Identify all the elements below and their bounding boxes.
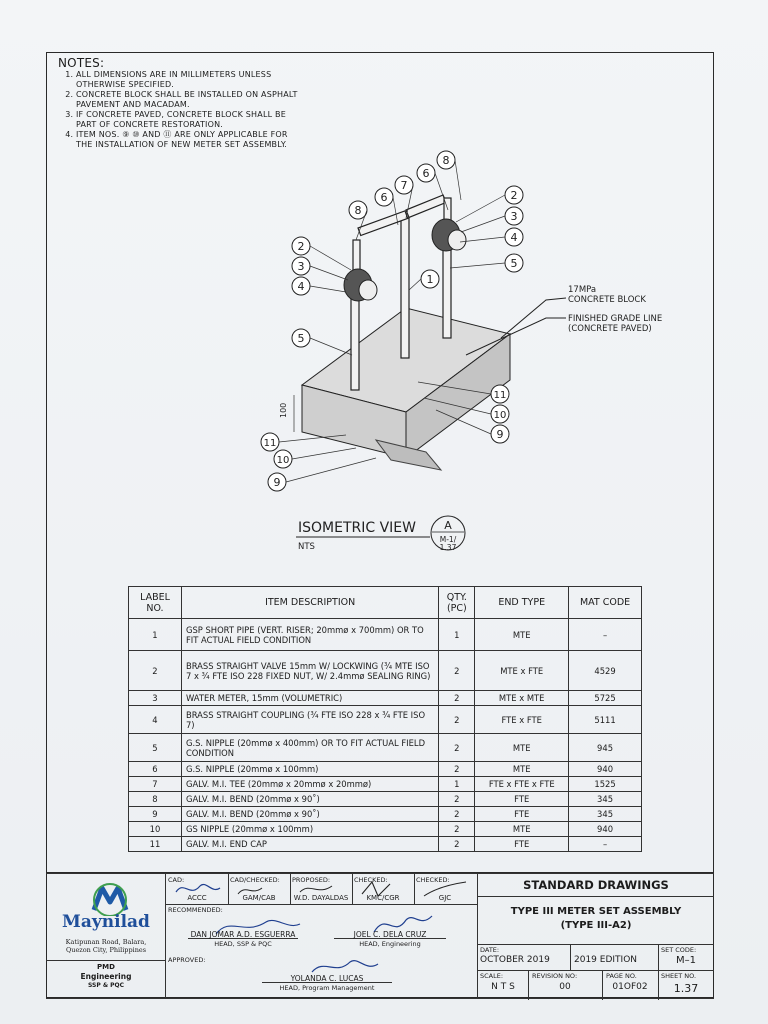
col-label-no: LABEL NO. — [129, 587, 182, 619]
cad-checked-label: CAD/CHECKED: — [230, 876, 280, 884]
sheet-value: 1.37 — [673, 982, 699, 995]
sheet-label: SHEET NO. — [661, 972, 697, 980]
cell-qty: 1 — [439, 619, 475, 651]
svg-text:11: 11 — [263, 438, 277, 449]
cell-label-no: 2 — [129, 651, 182, 691]
cell-mat-code: 940 — [569, 762, 642, 777]
cell-qty: 2 — [439, 822, 475, 837]
company-name: Maynilad — [62, 912, 150, 932]
col-item-description: ITEM DESCRIPTION — [181, 587, 438, 619]
cell-end-type: MTE — [475, 734, 569, 762]
cell-item-description: GALV. M.I. BEND (20mmø x 90˚) — [181, 807, 438, 822]
rec2-name: JOEL C. DELA CRUZ — [353, 930, 427, 939]
table-row — [129, 734, 642, 762]
callout-6-left — [375, 188, 393, 206]
item-table — [128, 586, 642, 852]
cell-qty: 2 — [439, 734, 475, 762]
cell-qty: 2 — [439, 792, 475, 807]
svg-text:6: 6 — [422, 167, 430, 180]
checked-value: KMC/CGR — [366, 894, 400, 902]
revision-value: 00 — [559, 982, 571, 992]
callout-8-left — [349, 201, 367, 219]
callout-3-left — [292, 257, 310, 275]
callout-10-left — [274, 450, 292, 468]
cell-mat-code: – — [569, 837, 642, 852]
cell-mat-code: 345 — [569, 792, 642, 807]
cell-end-type: MTE — [475, 822, 569, 837]
maynilad-logo — [90, 882, 130, 916]
callout-4-right — [505, 228, 523, 246]
table-row — [129, 807, 642, 822]
cell-item-description: GS NIPPLE (20mmø x 100mm) — [181, 822, 438, 837]
drawing-info-block — [478, 873, 714, 999]
view-title: ISOMETRIC VIEW — [298, 520, 416, 536]
page-label: PAGE NO. — [606, 972, 637, 980]
set-code-value: M–1 — [676, 955, 696, 966]
cell-item-description: BRASS STRAIGHT COUPLING (¾ FTE ISO 228 x ¾ FTE ISO 7) — [181, 706, 438, 734]
svg-text:1: 1 — [426, 273, 434, 286]
cell-qty: 1 — [439, 777, 475, 792]
callout-9-right — [491, 425, 509, 443]
cell-end-type: FTE x FTE x FTE — [475, 777, 569, 792]
notes-list — [58, 70, 298, 150]
approver-role: HEAD, Program Management — [279, 984, 375, 992]
svg-text:6: 6 — [380, 191, 388, 204]
scale-value: N T S — [491, 982, 515, 992]
cell-mat-code: 345 — [569, 807, 642, 822]
cell-label-no: 11 — [129, 837, 182, 852]
callout-10-right — [491, 405, 509, 423]
dept-engineering: Engineering — [80, 972, 132, 981]
table-row — [129, 706, 642, 734]
svg-text:3: 3 — [297, 260, 305, 273]
checked2-label: CHECKED: — [416, 876, 450, 884]
callout-1 — [421, 270, 439, 288]
signature-area — [166, 873, 478, 999]
cell-label-no: 7 — [129, 777, 182, 792]
table-row — [129, 792, 642, 807]
cell-end-type: FTE — [475, 792, 569, 807]
callout-9-left — [268, 473, 286, 491]
standard-drawings-title: STANDARD DRAWINGS — [478, 874, 714, 897]
approver-name: YOLANDA C. LUCAS — [290, 974, 364, 983]
svg-text:9: 9 — [273, 476, 281, 489]
notes-block — [58, 56, 298, 150]
set-code-label: SET CODE: — [661, 946, 697, 954]
svg-text:4: 4 — [510, 231, 518, 244]
svg-text:2: 2 — [297, 240, 305, 253]
view-scale: NTS — [298, 542, 315, 552]
logo-cell — [46, 873, 166, 999]
callout-2-left — [292, 237, 310, 255]
svg-text:4: 4 — [297, 280, 305, 293]
proposed-value: W.D. DAYALDAS — [293, 894, 349, 902]
cell-qty: 2 — [439, 837, 475, 852]
col-qty: QTY. (PC) — [439, 587, 475, 619]
cad-checked-value: GAM/CAB — [242, 894, 276, 902]
callout-3-right — [505, 207, 523, 225]
center-riser — [401, 218, 409, 358]
address-line-2: Quezon City, Philippines — [65, 946, 147, 954]
approved-label: APPROVED: — [168, 956, 206, 964]
table-row — [129, 619, 642, 651]
cell-item-description: GALV. M.I. END CAP — [181, 837, 438, 852]
svg-text:2: 2 — [510, 189, 518, 202]
cell-end-type: FTE — [475, 837, 569, 852]
cell-end-type: MTE x MTE — [475, 691, 569, 706]
cell-qty: 2 — [439, 651, 475, 691]
cell-item-description: BRASS STRAIGHT VALVE 15mm W/ LOCKWING (¾ MTE ISO 7 x ¾ FTE ISO 228 FIXED NUT, W/ 2.4mmø SEALING RING) — [181, 651, 438, 691]
signature-scribbles — [166, 878, 478, 900]
scale-label: SCALE: — [480, 972, 504, 980]
date-label: DATE: — [480, 946, 500, 954]
note-item: 2. CONCRETE BLOCK SHALL BE INSTALLED ON ASPHALT PAVEMENT AND MACADAM. — [76, 90, 298, 110]
proposed-label: PROPOSED: — [292, 876, 331, 884]
cell-qty: 2 — [439, 691, 475, 706]
cell-item-description: G.S. NIPPLE (20mmø x 400mm) OR TO FIT ACTUAL FIELD CONDITION — [181, 734, 438, 762]
cell-mat-code: – — [569, 619, 642, 651]
rec1-role: HEAD, SSP & PQC — [214, 940, 272, 948]
item-table-wrapper — [128, 586, 642, 852]
cell-label-no: 4 — [129, 706, 182, 734]
cell-label-no: 1 — [129, 619, 182, 651]
page-value: 01OF02 — [612, 982, 648, 992]
cell-qty: 2 — [439, 807, 475, 822]
callout-8-top — [437, 151, 455, 169]
col-mat-code: MAT CODE — [569, 587, 642, 619]
note-item: 4. ITEM NOS. ⑨ ⑩ AND ⑪ ARE ONLY APPLICABLE FOR THE INSTALLATION OF NEW METER SET ASSEMBLY. — [76, 130, 298, 150]
checked2-value: GJC — [438, 894, 452, 902]
checked-label: CHECKED: — [354, 876, 388, 884]
right-riser — [443, 250, 451, 338]
top-header-right — [406, 195, 446, 217]
svg-text:5: 5 — [297, 332, 305, 345]
cell-label-no: 8 — [129, 792, 182, 807]
notes-heading: NOTES: — [58, 56, 105, 70]
cell-label-no: 10 — [129, 822, 182, 837]
callout-5-right — [505, 254, 523, 272]
revision-label: REVISION NO: — [532, 972, 578, 980]
table-row — [129, 777, 642, 792]
table-row — [129, 762, 642, 777]
cell-item-description: GALV. M.I. TEE (20mmø x 20mmø x 20mmø) — [181, 777, 438, 792]
cell-label-no: 9 — [129, 807, 182, 822]
table-row — [129, 651, 642, 691]
svg-text:5: 5 — [510, 257, 518, 270]
address-line-1: Katipunan Road, Balara, — [65, 938, 147, 946]
svg-text:3: 3 — [510, 210, 518, 223]
cell-end-type: MTE x FTE — [475, 651, 569, 691]
cell-qty: 2 — [439, 706, 475, 734]
callout-11-right — [491, 385, 509, 403]
concrete-grade-label: 17MPa — [568, 285, 597, 295]
note-item: 3. IF CONCRETE PAVED, CONCRETE BLOCK SHALL BE PART OF CONCRETE RESTORATION. — [76, 110, 298, 130]
cell-item-description: G.S. NIPPLE (20mmø x 100mm) — [181, 762, 438, 777]
cell-end-type: FTE — [475, 807, 569, 822]
cell-end-type: FTE x FTE — [475, 706, 569, 734]
item-table-body — [129, 619, 642, 852]
view-tag: A — [444, 519, 452, 532]
cell-mat-code: 940 — [569, 822, 642, 837]
table-row — [129, 837, 642, 852]
title-block — [46, 872, 714, 999]
cell-end-type: MTE — [475, 762, 569, 777]
cell-qty: 2 — [439, 762, 475, 777]
cell-item-description: GALV. M.I. BEND (20mmø x 90˚) — [181, 792, 438, 807]
cell-mat-code: 1525 — [569, 777, 642, 792]
dept-ssp: SSP & PQC — [87, 982, 125, 989]
callout-7 — [395, 176, 413, 194]
cad-value: ACCC — [187, 894, 207, 902]
note-item: 1. ALL DIMENSIONS ARE IN MILLIMETERS UNLESS OTHERWISE SPECIFIED. — [76, 70, 298, 90]
callout-2-right — [505, 186, 523, 204]
cell-mat-code: 5111 — [569, 706, 642, 734]
drawing-title: TYPE III METER SET ASSEMBLY — [510, 906, 682, 917]
callout-6-top — [417, 164, 435, 182]
drawing-subtitle: (TYPE III-A2) — [560, 920, 632, 931]
cell-label-no: 3 — [129, 691, 182, 706]
cell-end-type: MTE — [475, 619, 569, 651]
svg-text:10: 10 — [493, 410, 507, 421]
col-end-type: END TYPE — [475, 587, 569, 619]
edition-value: 2019 EDITION — [574, 955, 638, 965]
dim-100: 100 — [279, 402, 288, 418]
svg-text:11: 11 — [493, 390, 507, 401]
cad-label: CAD: — [168, 876, 185, 884]
cell-label-no: 6 — [129, 762, 182, 777]
svg-text:9: 9 — [496, 428, 504, 441]
table-row — [129, 822, 642, 837]
left-riser — [351, 290, 359, 390]
callout-5-left — [292, 329, 310, 347]
rec2-role: HEAD, Engineering — [359, 940, 421, 948]
cell-mat-code: 5725 — [569, 691, 642, 706]
recommended-label: RECOMMENDED: — [168, 906, 223, 914]
concrete-block-label: CONCRETE BLOCK — [568, 295, 646, 305]
finished-grade-sub-label: (CONCRETE PAVED) — [568, 324, 652, 334]
cell-item-description: GSP SHORT PIPE (VERT. RISER; 20mmø x 700mm) OR TO FIT ACTUAL FIELD CONDITION — [181, 619, 438, 651]
svg-text:8: 8 — [354, 204, 362, 217]
cell-label-no: 5 — [129, 734, 182, 762]
callout-4-left — [292, 277, 310, 295]
rec1-name: DAN JOMAR A.D. ESGUERRA — [190, 930, 296, 939]
date-value: OCTOBER 2019 — [480, 955, 550, 965]
svg-text:7: 7 — [400, 179, 408, 192]
cell-mat-code: 945 — [569, 734, 642, 762]
cell-item-description: WATER METER, 15mm (VOLUMETRIC) — [181, 691, 438, 706]
view-ref: M-1/ — [439, 535, 457, 544]
callout-11-left — [261, 433, 279, 451]
svg-text:8: 8 — [442, 154, 450, 167]
svg-text:10: 10 — [276, 455, 290, 466]
finished-grade-label: FINISHED GRADE LINE — [568, 314, 663, 324]
cell-mat-code: 4529 — [569, 651, 642, 691]
dept-pmd: PMD — [97, 963, 115, 971]
view-ref-sheet: 1.37 — [439, 543, 457, 552]
table-row — [129, 691, 642, 706]
isometric-drawing — [46, 140, 714, 570]
